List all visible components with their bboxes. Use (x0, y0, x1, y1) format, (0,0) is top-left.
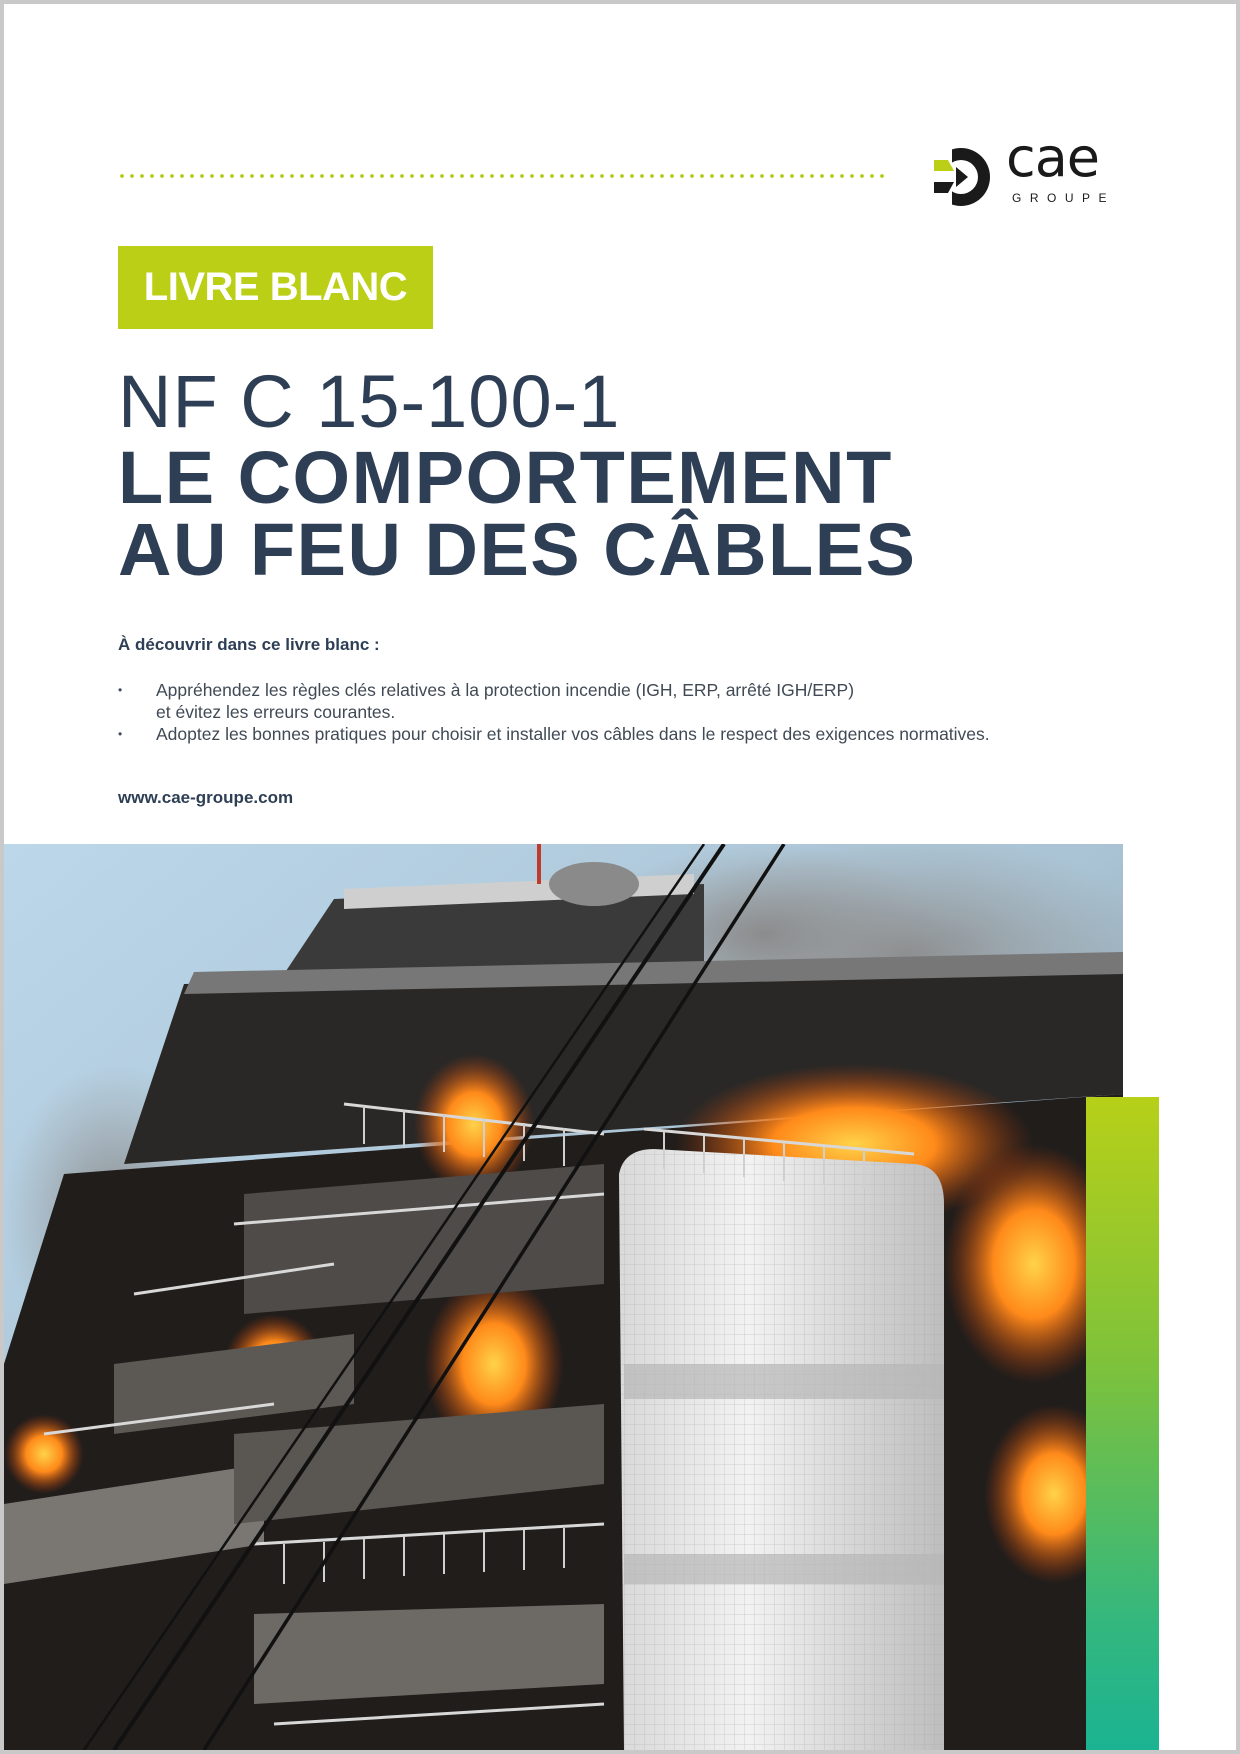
title-main (118, 436, 917, 591)
intro-heading: À découvrir dans ce livre blanc : (118, 635, 380, 654)
title-line-2: LE COMPORTEMENT (118, 436, 893, 519)
accent-gradient-bar (1086, 1097, 1159, 1754)
burning-building-illustration (4, 844, 1123, 1750)
title-line-3: AU FEU DES CÂBLES (118, 508, 917, 591)
bullet-dot-icon: • (118, 683, 123, 697)
cae-logo (930, 126, 1125, 211)
bullet-text-cont: et évitez les erreurs courantes. (156, 702, 396, 722)
bullet-dot-icon: • (118, 727, 123, 741)
logo-subtitle: GROUPE (1012, 191, 1116, 205)
bullet-text: Adoptez les bonnes pratiques pour choisir et installer vos câbles dans le respect des exigences normatives. (156, 724, 990, 744)
bullet-text: Appréhendez les règles clés relatives à la protection incendie (IGH, ERP, arrêté IGH/ERP) (156, 680, 855, 700)
document-type-badge: LIVRE BLANC (118, 246, 433, 329)
title-norm: NF C 15-100-1 (118, 360, 621, 443)
list-item (118, 723, 1128, 745)
burning-building-photo (4, 844, 1123, 1750)
cae-logo-mark-icon (930, 146, 992, 208)
website-link[interactable]: www.cae-groupe.com (118, 788, 294, 807)
bullet-list (118, 679, 1128, 745)
dotted-divider (117, 173, 887, 179)
logo-wordmark: cae (1006, 126, 1100, 189)
list-item (118, 679, 1128, 723)
